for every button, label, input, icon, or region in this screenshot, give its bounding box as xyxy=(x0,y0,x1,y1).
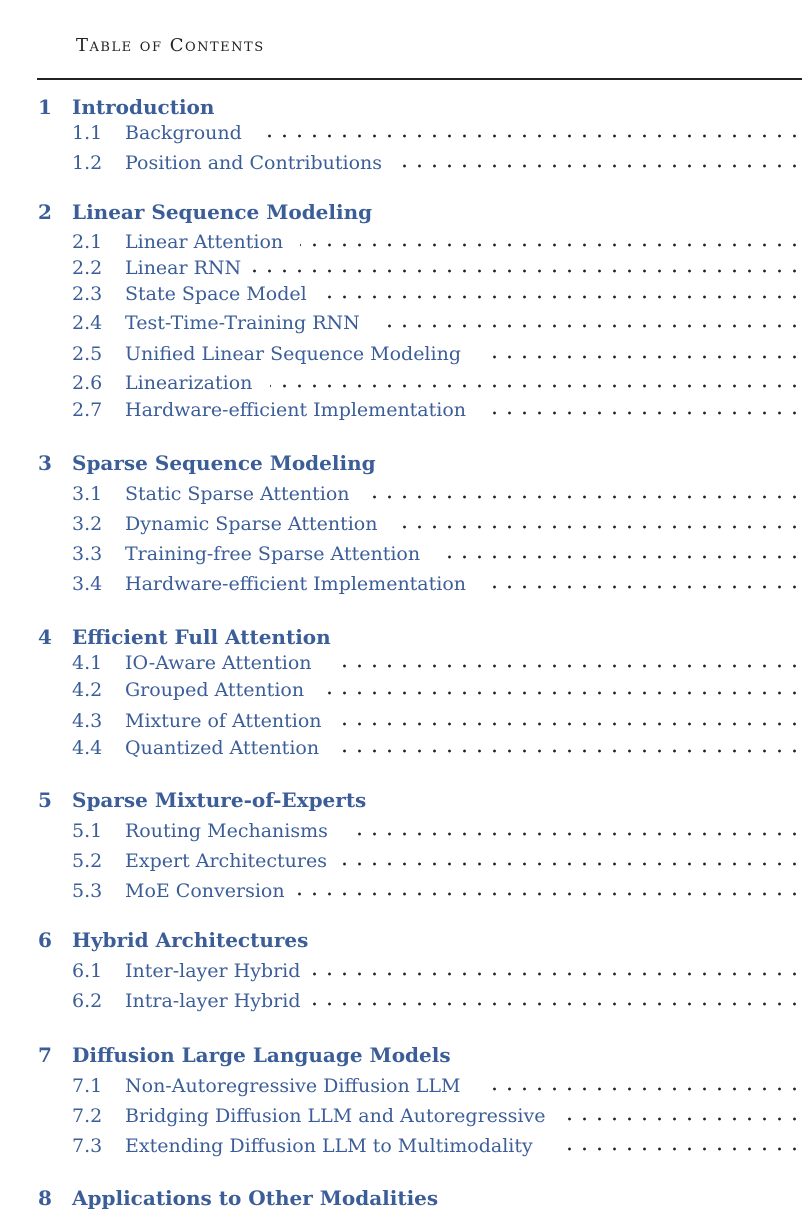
toc-subsection-entry[interactable] xyxy=(0,339,802,369)
toc-section-entry[interactable] xyxy=(0,448,802,478)
subsection-title-link[interactable]: Linear Attention xyxy=(125,231,289,253)
dot-leader xyxy=(378,324,802,328)
section-title-link[interactable]: Sparse Mixture-of-Experts xyxy=(72,788,367,812)
subsection-number: 7.3 xyxy=(72,1135,103,1157)
toc-heading: Table of Contents xyxy=(76,35,265,56)
subsection-title-link[interactable]: IO-Aware Attention xyxy=(125,652,318,674)
subsection-number: 7.2 xyxy=(72,1105,103,1127)
subsection-number: 2.7 xyxy=(72,399,103,421)
toc-subsection-entry[interactable] xyxy=(0,675,802,705)
subsection-number: 5.1 xyxy=(72,820,103,842)
dot-leader xyxy=(312,972,802,976)
subsection-number: 1.2 xyxy=(72,152,103,174)
toc-subsection-entry[interactable] xyxy=(0,876,802,906)
subsection-title-link[interactable]: Dynamic Sparse Attention xyxy=(125,513,383,535)
dot-leader xyxy=(342,722,802,726)
toc-section-entry[interactable] xyxy=(0,785,802,815)
dot-leader xyxy=(256,134,802,138)
subsection-title-link[interactable]: Grouped Attention xyxy=(125,679,310,701)
dot-leader xyxy=(312,1002,802,1006)
toc-subsection-entry[interactable] xyxy=(0,1131,802,1161)
subsection-number: 3.1 xyxy=(72,483,103,505)
subsection-number: 3.4 xyxy=(72,573,103,595)
dot-leader xyxy=(346,832,802,836)
toc-subsection-entry[interactable] xyxy=(0,706,802,736)
dot-leader xyxy=(563,1147,802,1151)
subsection-number: 4.4 xyxy=(72,737,103,759)
subsection-title-link[interactable]: Hardware-efficient Implementation xyxy=(125,573,472,595)
subsection-number: 6.1 xyxy=(72,960,103,982)
subsection-number: 3.2 xyxy=(72,513,103,535)
toc-subsection-entry[interactable] xyxy=(0,1071,802,1101)
subsection-number: 1.1 xyxy=(72,122,103,144)
dot-leader xyxy=(482,1087,802,1091)
dot-leader xyxy=(342,862,802,866)
subsection-title-link[interactable]: Quantized Attention xyxy=(125,737,325,759)
subsection-title-link[interactable]: Unified Linear Sequence Modeling xyxy=(125,343,467,365)
dot-leader xyxy=(366,495,802,499)
section-title-link[interactable]: Diffusion Large Language Models xyxy=(72,1043,451,1067)
toc-subsection-entry[interactable] xyxy=(0,986,802,1016)
subsection-title-link[interactable]: Static Sparse Attention xyxy=(125,483,356,505)
dot-leader xyxy=(483,355,802,359)
section-title-link[interactable]: Linear Sequence Modeling xyxy=(72,200,373,224)
toc-subsection-entry[interactable] xyxy=(0,733,802,763)
dot-leader xyxy=(270,384,802,388)
subsection-title-link[interactable]: MoE Conversion xyxy=(125,880,291,902)
subsection-title-link[interactable]: Mixture of Attention xyxy=(125,710,328,732)
toc-subsection-entry[interactable] xyxy=(0,395,802,425)
subsection-number: 2.3 xyxy=(72,283,103,305)
dot-leader xyxy=(492,585,802,589)
dot-leader xyxy=(318,295,802,299)
dot-leader xyxy=(323,691,802,695)
subsection-title-link[interactable]: Background xyxy=(125,122,248,144)
toc-subsection-entry[interactable] xyxy=(0,368,802,398)
toc-section-entry[interactable] xyxy=(0,1183,802,1213)
toc-subsection-entry[interactable] xyxy=(0,308,802,338)
section-number: 8 xyxy=(38,1186,52,1210)
subsection-number: 4.1 xyxy=(72,652,103,674)
section-title-link[interactable]: Hybrid Architectures xyxy=(72,928,309,952)
section-number: 4 xyxy=(38,625,52,649)
toc-subsection-entry[interactable] xyxy=(0,1101,802,1131)
subsection-number: 2.2 xyxy=(72,257,103,279)
section-number: 2 xyxy=(38,200,52,224)
subsection-number: 2.1 xyxy=(72,231,103,253)
subsection-title-link[interactable]: Non-Autoregressive Diffusion LLM xyxy=(125,1075,466,1097)
toc-subsection-entry[interactable] xyxy=(0,479,802,509)
toc-subsection-entry[interactable] xyxy=(0,279,802,309)
subsection-title-link[interactable]: Linearization xyxy=(125,372,258,394)
subsection-number: 2.5 xyxy=(72,343,103,365)
subsection-title-link[interactable]: Linear RNN xyxy=(125,257,247,279)
subsection-number: 5.2 xyxy=(72,850,103,872)
subsection-number: 4.2 xyxy=(72,679,103,701)
subsection-title-link[interactable]: Intra-layer Hybrid xyxy=(125,990,307,1012)
subsection-number: 3.3 xyxy=(72,543,103,565)
dot-leader xyxy=(560,1117,802,1121)
toc-subsection-entry[interactable] xyxy=(0,509,802,539)
subsection-number: 7.1 xyxy=(72,1075,103,1097)
section-title-link[interactable]: Sparse Sequence Modeling xyxy=(72,451,376,475)
section-title-link[interactable]: Introduction xyxy=(72,95,215,119)
section-number: 5 xyxy=(38,788,52,812)
toc-subsection-entry[interactable] xyxy=(0,956,802,986)
toc-section-entry[interactable] xyxy=(0,1040,802,1070)
toc-section-entry[interactable] xyxy=(0,925,802,955)
toc-subsection-entry[interactable] xyxy=(0,816,802,846)
subsection-number: 4.3 xyxy=(72,710,103,732)
section-number: 7 xyxy=(38,1043,52,1067)
toc-subsection-entry[interactable] xyxy=(0,648,802,678)
dot-leader xyxy=(402,164,802,168)
subsection-title-link[interactable]: State Space Model xyxy=(125,283,313,305)
dot-leader xyxy=(398,525,802,529)
dot-leader xyxy=(250,269,802,273)
section-number: 6 xyxy=(38,928,52,952)
toc-subsection-entry[interactable] xyxy=(0,148,802,178)
subsection-title-link[interactable]: Position and Contributions xyxy=(125,152,388,174)
section-title-link[interactable]: Efficient Full Attention xyxy=(72,625,331,649)
subsection-title-link[interactable]: Extending Diffusion LLM to Multimodality xyxy=(125,1135,539,1157)
toc-subsection-entry[interactable] xyxy=(0,539,802,569)
subsection-title-link[interactable]: Hardware-efficient Implementation xyxy=(125,399,472,421)
subsection-title-link[interactable]: Training-free Sparse Attention xyxy=(125,543,426,565)
heading-divider xyxy=(37,78,802,80)
toc-subsection-entry[interactable] xyxy=(0,569,802,599)
subsection-title-link[interactable]: Routing Mechanisms xyxy=(125,820,334,842)
section-number: 1 xyxy=(38,95,52,119)
toc-subsection-entry[interactable] xyxy=(0,118,802,148)
dot-leader xyxy=(297,892,802,896)
subsection-number: 5.3 xyxy=(72,880,103,902)
section-number: 3 xyxy=(38,451,52,475)
dot-leader xyxy=(331,664,802,668)
dot-leader xyxy=(300,243,802,247)
toc-subsection-entry[interactable] xyxy=(0,846,802,876)
subsection-number: 2.4 xyxy=(72,312,103,334)
subsection-title-link[interactable]: Test-Time-Training RNN xyxy=(125,312,366,334)
subsection-title-link[interactable]: Inter-layer Hybrid xyxy=(125,960,306,982)
subsection-number: 6.2 xyxy=(72,990,103,1012)
toc-section-entry[interactable] xyxy=(0,197,802,227)
subsection-title-link[interactable]: Expert Architectures xyxy=(125,850,333,872)
dot-leader xyxy=(492,411,802,415)
subsection-title-link[interactable]: Bridging Diffusion LLM and Autoregressive xyxy=(125,1105,551,1127)
subsection-number: 2.6 xyxy=(72,372,103,394)
dot-leader xyxy=(438,555,802,559)
section-title-link[interactable]: Applications to Other Modalities xyxy=(72,1186,439,1210)
dot-leader xyxy=(342,749,802,753)
